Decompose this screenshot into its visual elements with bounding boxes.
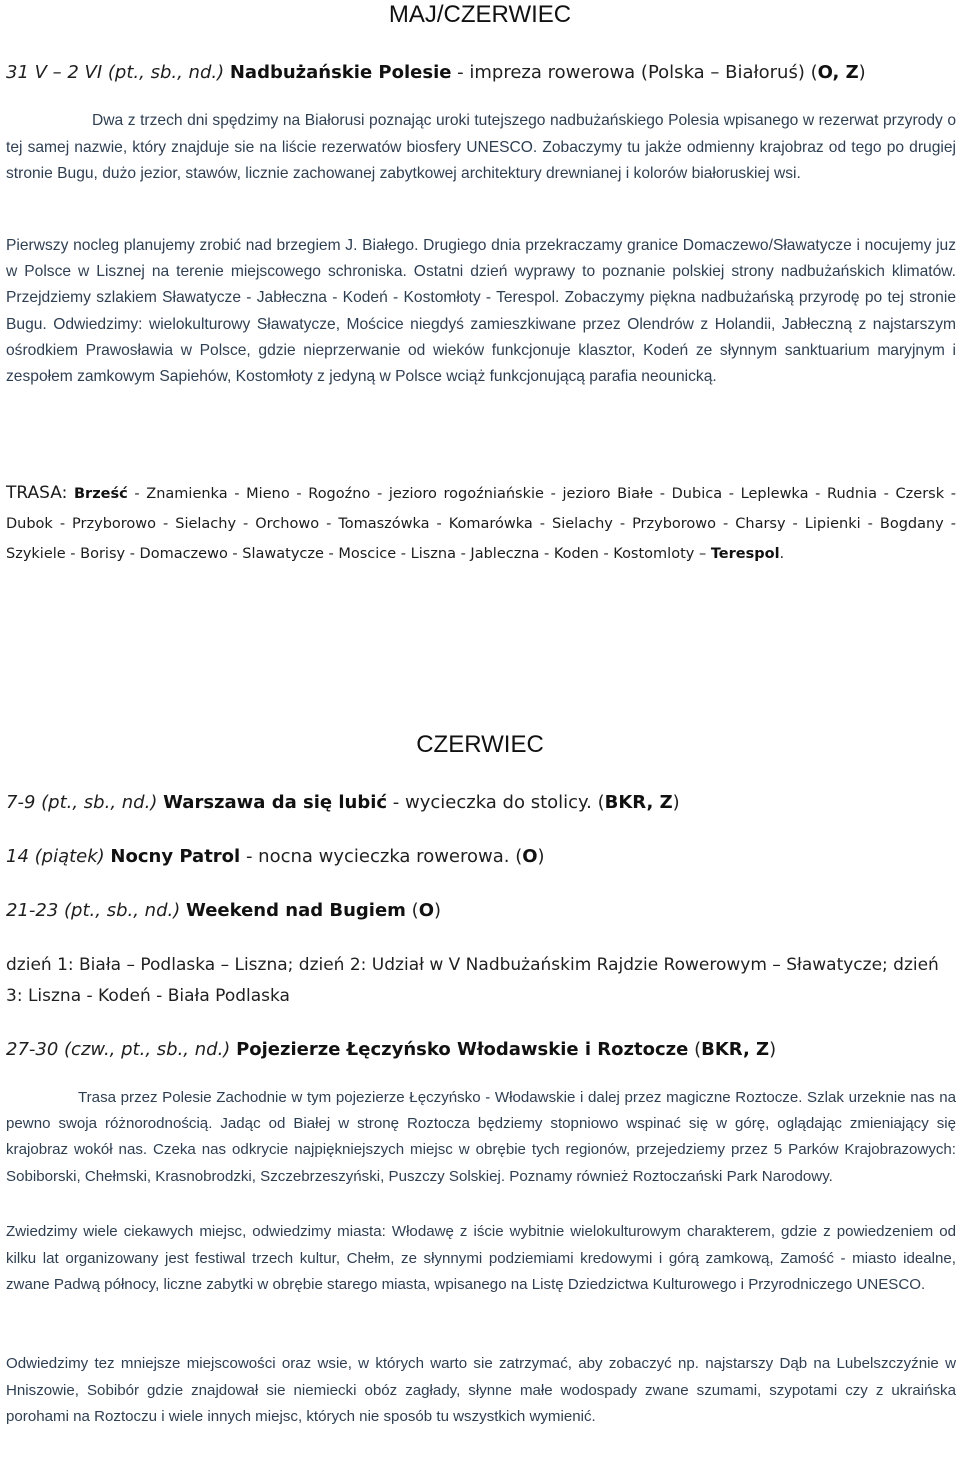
trip-name: Pojezierze Łęczyńsko Włodawskie i Roztocze <box>236 1039 689 1060</box>
trip-nadbuzanskie-title: 31 V – 2 VI (pt., sb., nd.) Nadbużańskie Polesie - impreza rowerowa (Polska – Białoruś) (O, Z) <box>6 62 866 83</box>
route-end: Terespol <box>710 546 780 562</box>
event-name: Weekend nad Bugiem <box>185 900 406 921</box>
trip-roztocze-title: 27-30 (czw., pt., sb., nd.) Pojezierze Łęczyńsko Włodawskie i Roztocze (BKR, Z) <box>6 1039 777 1060</box>
route-start: Brześć <box>74 486 128 502</box>
event-name: Nocny Patrol <box>110 846 241 867</box>
event-date: 7-9 (pt., sb., nd.) <box>6 792 158 813</box>
route-description: TRASA: Brześć - Znamienka - Mieno - Rogoźno - jezioro rogoźniańskie - jezioro Białe - Dubica - Leplewka - Rudnia - Czersk - Dubok - Przyborowo - Sielachy - Orchowo - Tomaszówka - Komarówka - Sielachy - Przyborowo - Charsy - Lipienki - Bogdany - Szykiele - Borisy - Domaczewo - Slawatycze - Moscice - Liszna - Jableczna - Koden - Kostomloty – Terespol. <box>6 483 957 562</box>
trip-desc: - impreza rowerowa (Polska – Białoruś) ( <box>451 62 818 83</box>
weekend-days-plan: dzień 1: Biała – Podlaska – Liszna; dzień 2: Udział w V Nadbużańskim Rajdzie Rowerowym – Sławatycze; dzień 3: Liszna - Kodeń - Biała Podlaska <box>6 955 939 1006</box>
event-tags: BKR, Z <box>604 792 673 813</box>
trip-name: Nadbużańskie Polesie <box>229 62 452 83</box>
trip-tags: BKR, Z <box>701 1039 770 1060</box>
route-label: TRASA: <box>6 483 68 503</box>
route-stops: - Znamienka - Mieno - Rogoźno - jezioro rogoźniańskie - jezioro Białe - Dubica - Leplewka - Rudnia - Czersk - Dubok - Przyborowo - Sielachy - Orchowo - Tomaszówka - Komarówka - Sielachy - Przyborowo - Charsy - Lipienki - Bogdany - Szykiele - Borisy - Domaczewo - Slawatycze - Moscice - Liszna - Jableczna - Koden - Kostomloty – <box>6 486 957 562</box>
trip-roztocze-villages: Odwiedzimy tez mniejsze miejscowości oraz wsie, w których warto sie zatrzymać, aby zobaczyć np. najstarszy Dąb na Lubelszczyźnie w Hniszowie, Sobibór gdzie znajdował sie niemiecki obóz zagłady, słynne małe wodospady zwane szumami, szypotami czy z ukraińska porohami na Roztoczu i wiele innych miejsc, których nie sposób tu wszystkich wymienić. <box>6 1355 956 1425</box>
trip-nadbuzanskie-description: Dwa z trzech dni spędzimy na Białorusi poznając uroki tutejszego nadbużańskiego Polesia wpisanego w rezerwat przyrody o tej samej nazwie, który znajduje sie na liście rezerwatów biosfery UNESCO. Zobaczymy tu jakże odmienny krajobraz od tego po drugiej stronie Bugu, dużo jezior, stawów, licznie zachowanej zabytkowej architektury drewnianej i kolorów białoruskiej wsi. <box>6 112 956 182</box>
event-tags: O <box>522 846 538 867</box>
event-weekend-nad-bugiem: 21-23 (pt., sb., nd.) Weekend nad Bugiem (O) <box>6 900 442 921</box>
event-tags: O <box>418 900 435 921</box>
event-date: 14 (piątek) <box>6 846 105 867</box>
event-name: Warszawa da się lubić <box>163 792 388 813</box>
trip-nadbuzanskie-itinerary: Pierwszy nocleg planujemy zrobić nad brzegiem J. Białego. Drugiego dnia przekraczamy granice Domaczewo/Sławatycze i nocujemy juz w Polsce w Lisznej na terenie miejscowego schroniska. Ostatni dzień wyprawy to poznanie polskiej strony nadbużańskich klimatów. Przejdziemy szlakiem Sławatycze - Jabłeczna - Kodeń - Kostomłoty - Terespol. Zobaczymy piękna nadbużańską przyrodę po tej stronie Bugu. Odwiedzimy: wielokulturowy Sławatycze, Mościce niegdyś zamieszkiwane przez Olendrów z Holandii, Jabłeczną z najstarszym ośrodkiem Prawosławia w Polsce, gdzie nieprzerwanie od wieków funkcjonuje klasztor, Kodeń ze słynnym sanktuarium maryjnym i zespołem zamkowym Sapiehów, Kostomłoty z jedyną w Polsce wciąż funkcjonującą parafia neounicką. <box>6 237 956 386</box>
trip-tags: O, Z <box>817 62 859 83</box>
event-warszawa: 7-9 (pt., sb., nd.) Warszawa da się lubić - wycieczka do stolicy. (BKR, Z) <box>6 792 680 813</box>
trip-date: 27-30 (czw., pt., sb., nd.) <box>6 1039 231 1060</box>
event-nocny-patrol: 14 (piątek) Nocny Patrol - nocna wycieczka rowerowa. (O) <box>6 846 545 867</box>
heading-maj-czerwiec: MAJ/CZERWIEC <box>388 1 572 28</box>
trip-roztocze-description: Trasa przez Polesie Zachodnie w tym pojezierze Łęczyńsko - Włodawskie i dalej przez magiczne Roztocze. Szlak urzeknie nas na pewno swoja różnorodnością. Jadąc od Białej w stronę Roztocza będziemy stopniowo wspinać się w górę, oglądając zmieniający się krajobraz wokół nas. Czeka nas odkrycie najpiękniejszych miejsc w obrębie tych regionów, przejedziemy przez 5 Parków Krajobrazowych: Sobiborski, Chełmski, Krasnobrodzki, Szczebrzeszyński, Puszczy Solskiej. Poznamy również Roztoczański Park Narodowy. <box>6 1089 956 1185</box>
trip-roztocze-cities: Zwiedzimy wiele ciekawych miejsc, odwiedzimy miasta: Włodawę z iście wybitnie wielokulturowym charakterem, gdzie z powiedzeniem od kilku lat organizowany jest festiwal trzech kultur, Chełm, ze słynnymi podziemiami kredowymi i górą zamkową, Zamość - miasto idealne, zwane Padwą północy, liczne zabytki w obrębie starego miasta, wpisanego na Listę Dziedzictwa Kulturowego i Przyrodniczego UNESCO. <box>6 1223 956 1293</box>
trip-date: 31 V – 2 VI (pt., sb., nd.) <box>6 62 225 83</box>
event-date: 21-23 (pt., sb., nd.) <box>6 900 181 921</box>
heading-czerwiec: CZERWIEC <box>416 731 544 758</box>
